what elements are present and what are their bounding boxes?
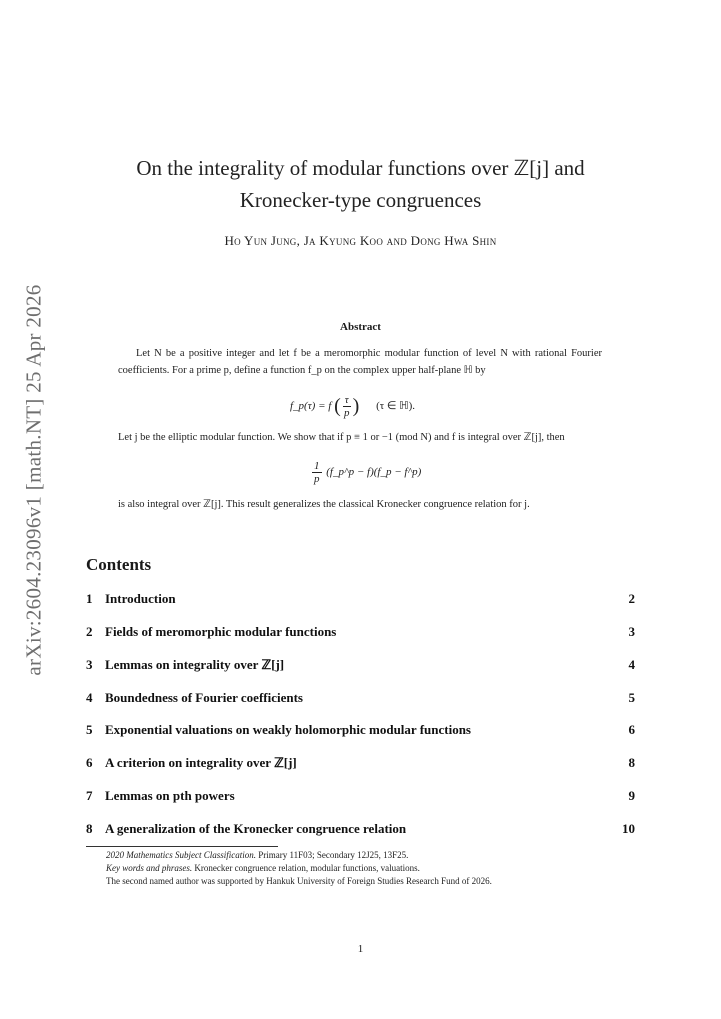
toc-entry[interactable] [86,821,635,839]
abstract-paragraph-2: Let j be the elliptic modular function. We show that if p ≡ 1 or −1 (mod N) and f is integral over ℤ[j], then [118,432,565,443]
page-number: 1 [357,943,364,955]
equation1-condition: (τ ∈ ℍ). [376,400,416,413]
toc-section-title[interactable]: Boundedness of Fourier coefficients [105,690,303,705]
abstract-paragraph-1: Let N be a positive integer and let f be a meromorphic modular function of level N with rational Fourier coefficients. For a prime p, define a function f_p on the complex upper half-plane ℍ by [118,348,602,376]
footnote-msc-label: 2020 Mathematics Subject Classification. [106,850,256,860]
equation-kronecker-product [310,460,421,485]
author-list [0,233,721,249]
paper-title [0,152,721,216]
title-line-1: On the integrality of modular functions over ℤ[j] and [136,156,585,180]
authors-text: Ho Yun Jung, Ja Kyung Koo and Dong Hwa Shin [224,233,497,248]
toc-section-title[interactable]: A generalization of the Kronecker congruence relation [105,821,407,836]
toc-section-title[interactable]: Lemmas on integrality over ℤ[j] [105,657,285,672]
footnote-keywords-label: Key words and phrases. [106,863,193,873]
toc-entry[interactable] [86,657,635,675]
toc-page-number[interactable]: 9 [628,788,635,803]
equation-fp-definition: f_p(τ) = f ( $\frac{\tau}{p}$ ) (τ ∈ ℍ). [290,394,416,419]
toc-section-number: 7 [86,788,93,803]
toc-entry[interactable] [86,755,635,773]
toc-section-title[interactable]: Fields of meromorphic modular functions [105,624,337,639]
equation2-body: (f_p^p − f)(f_p − f^p) [326,466,422,479]
toc-entry[interactable] [86,690,635,708]
footnote-funding: The second named author was supported by Hankuk University of Foreign Studies Research Fund of 2026. [106,876,492,886]
abstract-heading: Abstract [340,321,381,333]
footnote-keywords [106,863,420,873]
toc-page-number[interactable]: 2 [628,591,635,606]
toc-section-number: 8 [86,821,93,836]
footnote-divider [86,846,278,847]
toc-page-number[interactable]: 4 [628,657,635,672]
toc-section-number: 2 [86,624,93,639]
toc-section-title[interactable]: A criterion on integrality over ℤ[j] [105,755,297,770]
toc-section-title[interactable]: Introduction [105,591,176,606]
toc-page-number[interactable]: 3 [628,624,635,639]
toc-section-title[interactable]: Exponential valuations on weakly holomorphic modular functions [105,722,471,737]
toc-entry[interactable] [86,722,635,740]
toc-section-number: 3 [86,657,93,672]
footnote-keywords-text: Kronecker congruence relation, modular functions, valuations. [194,863,420,873]
equation1-denominator: p [343,407,350,419]
toc-entry[interactable] [86,591,635,609]
toc-entry[interactable] [86,788,635,806]
toc-section-number: 1 [86,591,93,606]
arxiv-identifier-stamp: arXiv:2604.23096v1 [math.NT] 25 Apr 2026 [21,284,46,676]
equation2-denominator: p [314,473,320,485]
toc-section-number: 4 [86,690,93,705]
contents-heading: Contents [86,555,152,574]
title-line-2: Kronecker-type congruences [239,188,482,212]
footnote-msc-text: Primary 11F03; Secondary 12J25, 13F25. [258,850,409,860]
toc-page-number[interactable]: 8 [628,755,635,770]
equation1-lhs: f_p(τ) = f [290,400,332,413]
footnote-msc [106,850,408,860]
toc-page-number[interactable]: 6 [628,722,635,737]
toc-section-title[interactable]: Lemmas on pth powers [105,788,235,803]
toc-section-number: 6 [86,755,93,770]
toc-section-number: 5 [86,722,93,737]
toc-page-number[interactable]: 5 [628,690,635,705]
equation2-numerator: 1 [314,460,320,472]
equation1-numerator: τ [344,394,349,406]
abstract-paragraph-3: is also integral over ℤ[j]. This result generalizes the classical Kronecker congruence relation for j. [118,499,530,510]
toc-page-number[interactable]: 10 [622,821,635,836]
toc-entry[interactable] [86,624,635,642]
